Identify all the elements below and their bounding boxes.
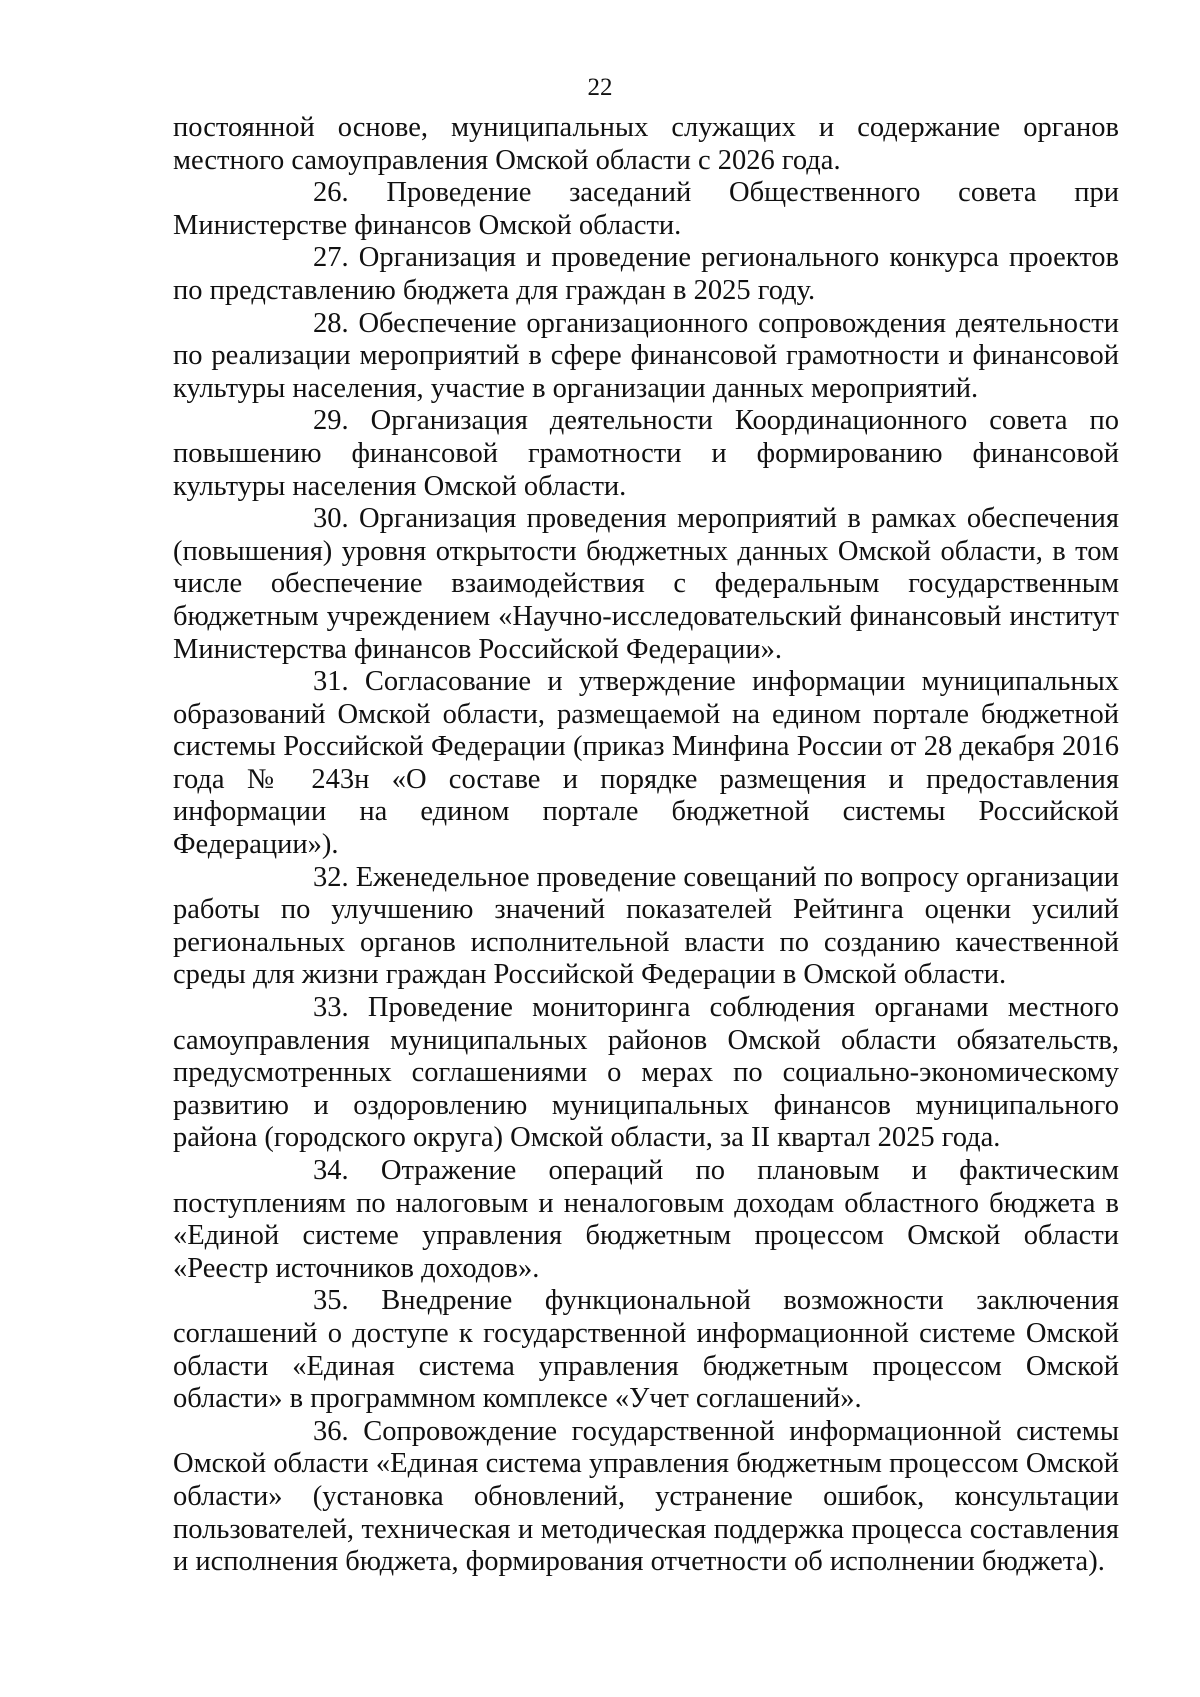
item-text: Обеспечение организационного сопровождения деятельности по реализации мероприятий в сфере финансовой грамотности и финансовой культуры населения, участие в организации данных мероприятий. — [173, 307, 1120, 404]
list-item-26 — [173, 177, 1119, 242]
list-item-31 — [173, 666, 1119, 862]
item-text: Организация проведения мероприятий в рамках обеспечения (повышения) уровня открытости бюджетных данных Омской области, в том числе обеспечение взаимодействия с федеральным государственным бюджетным учреждением «Научно-исследовательский финансовый институт Министерства финансов Российской Федерации». — [173, 503, 1119, 665]
item-text: Внедрение функциональной возможности заключения соглашений о доступе к государственной информационной системе Омской области «Единая система управления бюджетным процессом Омской области» в программном комплексе «Учет соглашений». — [173, 1285, 1119, 1415]
item-text: Еженедельное проведение совещаний по вопросу организации работы по улучшению значений показателей Рейтинга оценки усилий региональных органов исполнительной власти по созданию качественной среды для жизни граждан Российской Федерации в Омской области. — [173, 861, 1120, 991]
item-number: 26. — [313, 177, 349, 209]
list-item-33 — [173, 992, 1119, 1155]
list-item-32 — [173, 862, 1119, 992]
list-item-35 — [173, 1285, 1119, 1415]
item-number: 32. — [313, 861, 349, 893]
list-item-27 — [173, 242, 1119, 307]
item-text: Проведение заседаний Общественного совета при Министерстве финансов Омской области. — [173, 177, 1120, 241]
item-number: 33. — [313, 992, 349, 1024]
continuation-paragraph: постоянной основе, муниципальных служащих и содержание органов местного самоуправления Омской области с 2026 года. — [173, 112, 1119, 176]
item-number: 29. — [313, 405, 349, 437]
item-number: 34. — [313, 1155, 349, 1186]
item-text: Организация и проведение регионального конкурса проектов по представлению бюджета для граждан в 2025 году. — [173, 242, 1120, 306]
page-number: 22 — [587, 74, 613, 101]
document-body — [173, 112, 1119, 1579]
item-number: 35. — [313, 1285, 349, 1317]
item-number: 30. — [313, 503, 349, 535]
item-text: Сопровождение государственной информационной системы Омской области «Единая система управления бюджетным процессом Омской области» (установка обновлений, устранение ошибок, консультации пользователей, техническая и методическая поддержка процесса составления и исполнения бюджета, формирования отчетности об исполнении бюджета). — [173, 1415, 1119, 1578]
list-item-34 — [173, 1155, 1119, 1285]
list-item-36 — [173, 1416, 1119, 1579]
item-number: 27. — [313, 242, 349, 274]
item-text: Отражение операций по плановым и фактическим поступлениям по налоговым и неналоговым доходам областного бюджета в «Единой системе управления бюджетным процессом Омской области «Реестр источников доходов». — [173, 1155, 1120, 1284]
list-item-29 — [173, 405, 1119, 503]
list-item-28 — [173, 308, 1119, 406]
item-text: Организация деятельности Координационного совета по повышению финансовой грамотности и формированию финансовой культуры населения Омской области. — [173, 405, 1120, 502]
item-text: Согласование и утверждение информации муниципальных образований Омской области, размещаемой на едином портале бюджетной системы Российской Федерации (приказ Минфина России от 28 декабря 2016 года № 243н «О составе и порядке размещения и предоставления информации на едином портале бюджетной системы Российской Федерации»). — [173, 666, 1119, 861]
item-number: 31. — [313, 666, 349, 698]
item-text: Проведение мониторинга соблюдения органами местного самоуправления муниципальных районов Омской области обязательств, предусмотренных соглашениями о мерах по социально-экономическому развитию и оздоровлению муниципальных финансов муниципального района (городского округа) Омской области, за II квартал 2025 года. — [173, 992, 1119, 1154]
list-item-30 — [173, 503, 1119, 666]
item-number: 36. — [313, 1415, 349, 1447]
item-number: 28. — [313, 307, 349, 339]
